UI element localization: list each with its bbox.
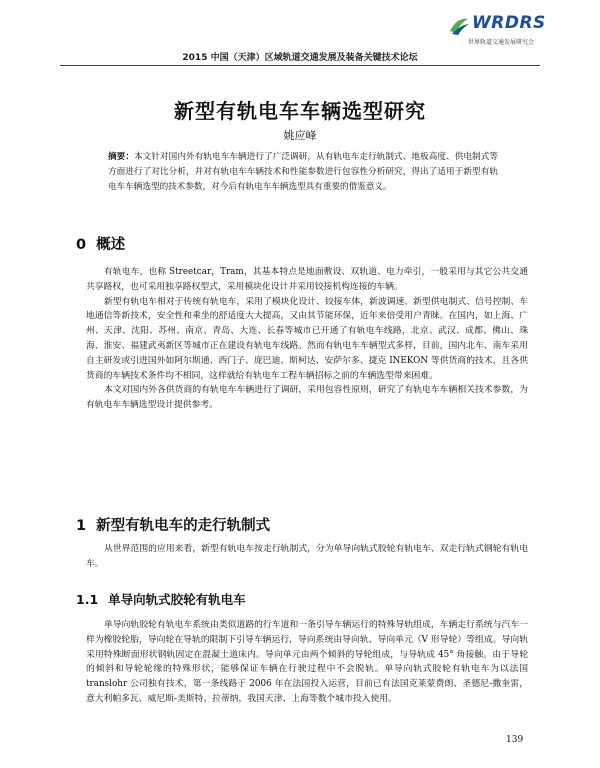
section-body-1 bbox=[86, 542, 528, 572]
section-heading-1-1 bbox=[76, 590, 246, 608]
paragraph: 有轨电车，也称 Streetcar，Tram，其基本特点是地面敷设、双轨道、电力牵引，一般采用与其它公共交通共享路权，也可采用独享路权型式，采用模块化设计并采用铰接机构连接的车辆。 bbox=[86, 267, 528, 292]
section-title: 新型有轨电车的走行轨制式 bbox=[96, 518, 271, 534]
paragraph: 新型有轨电车相对于传统有轨电车，采用了模块化设计、铰接车体，新波调速、新型供电制式、信号控制、车地通信等新技术，安全性和乘坐的舒适度大大提高，又由其节能环保，近年来倍受用户青睐。在国内，如上海、广州、天津、沈阳、苏州、南京、青岛、大连、长春等城市已开通了有轨电车线路，北京、武汉、成都、佛山、珠海、淮安、福建武夷新区等城市正在建设有轨电车线路。然而有轨电车车辆型式多样，目前，国内北车、南车采用自主研发或引进国外如阿尔斯通、西门子、庞巴迪、斯柯达、安萨尔多、捷克 INEKON 等供货商的技术，且各供货商的车辆技术条件均不相同，这样就给有轨电车工程车辆招标之前的车辆选型带来困难。 bbox=[86, 296, 528, 381]
section-heading-0 bbox=[76, 233, 125, 254]
wrdrs-logo bbox=[448, 15, 580, 49]
section-body-1-1 bbox=[86, 618, 528, 707]
abstract bbox=[108, 150, 498, 196]
logo-subtitle: 世界轨道交通发展研究会 bbox=[468, 39, 535, 46]
paragraph: 本文对国内外各供货商的有轨电车车辆进行了调研，采用包容性原则，研究了有轨电车车辆相关技术参数，为有轨电车车辆选型设计提供参考。 bbox=[86, 385, 528, 411]
section-title: 概述 bbox=[96, 237, 126, 253]
page-number: 139 bbox=[506, 735, 524, 745]
section-heading-1 bbox=[76, 514, 270, 535]
logo-text: WRDRS bbox=[472, 13, 546, 33]
paragraph: 单导向轨胶轮有轨电车系统由类似道路的行车道和一条引导车辆运行的特殊导轨组成，车辆走行系统与汽车一样为橡胶轮胎，导向轮在导轨的限制下引导车辆运行，导向系统由导向轨、导向单元（V 形导轮）等组成。导向轨采用特殊断面形状钢轨固定在混凝土道床内。导向单元由两个倾斜的导轮组成，与导轨成 45° 角接触。由于导轮的倾斜和导轮轮缘的特殊形状，能够保证车辆在行驶过程中不会脱轨。单导向轨式胶轮有轨电车为以法国 translohr 公司独有技术，第一条线路于 2006 年在法国投入运营，目前已有法国克莱蒙费朗、圣德尼-撒奎雷，意大利帕多瓦、威尼斯-美斯特、拉蒂纳，我国天津、上海等数个城市投入使用。 bbox=[86, 620, 528, 704]
abstract-label: 摘要： bbox=[108, 152, 135, 162]
section-number: 0 bbox=[76, 237, 87, 253]
section-body-0 bbox=[86, 265, 528, 413]
section-number: 1.1 bbox=[76, 592, 99, 607]
abstract-text: 本文针对国内外有轨电车车辆进行了广泛调研，从有轨电车走行轨制式、地板高度、供电制式等方面进行了对比分析，并对有轨电车车辆技术和性能参数进行包容性分析研究，得出了适用于新型有轨电车车辆选型的技术参数，对今后有轨电车车辆选型具有重要的借鉴意义。 bbox=[108, 152, 498, 193]
running-head: 2015 中国（天津）区域轨道交通发展及装备关键技术论坛 bbox=[182, 53, 418, 63]
section-title: 单导向轨式胶轮有轨电车 bbox=[108, 592, 246, 607]
section-number: 1 bbox=[76, 518, 87, 534]
header-divider bbox=[60, 65, 540, 66]
article-title: 新型有轨电车车辆选型研究 bbox=[174, 99, 426, 123]
paragraph: 从世界范围的应用来看，新型有轨电车按走行轨制式，分为单导向轨式胶轮有轨电车、双走行轨式钢轮有轨电车。 bbox=[86, 544, 528, 569]
logo-swoosh-icon bbox=[448, 15, 470, 37]
article-author: 姚应峰 bbox=[283, 129, 317, 142]
